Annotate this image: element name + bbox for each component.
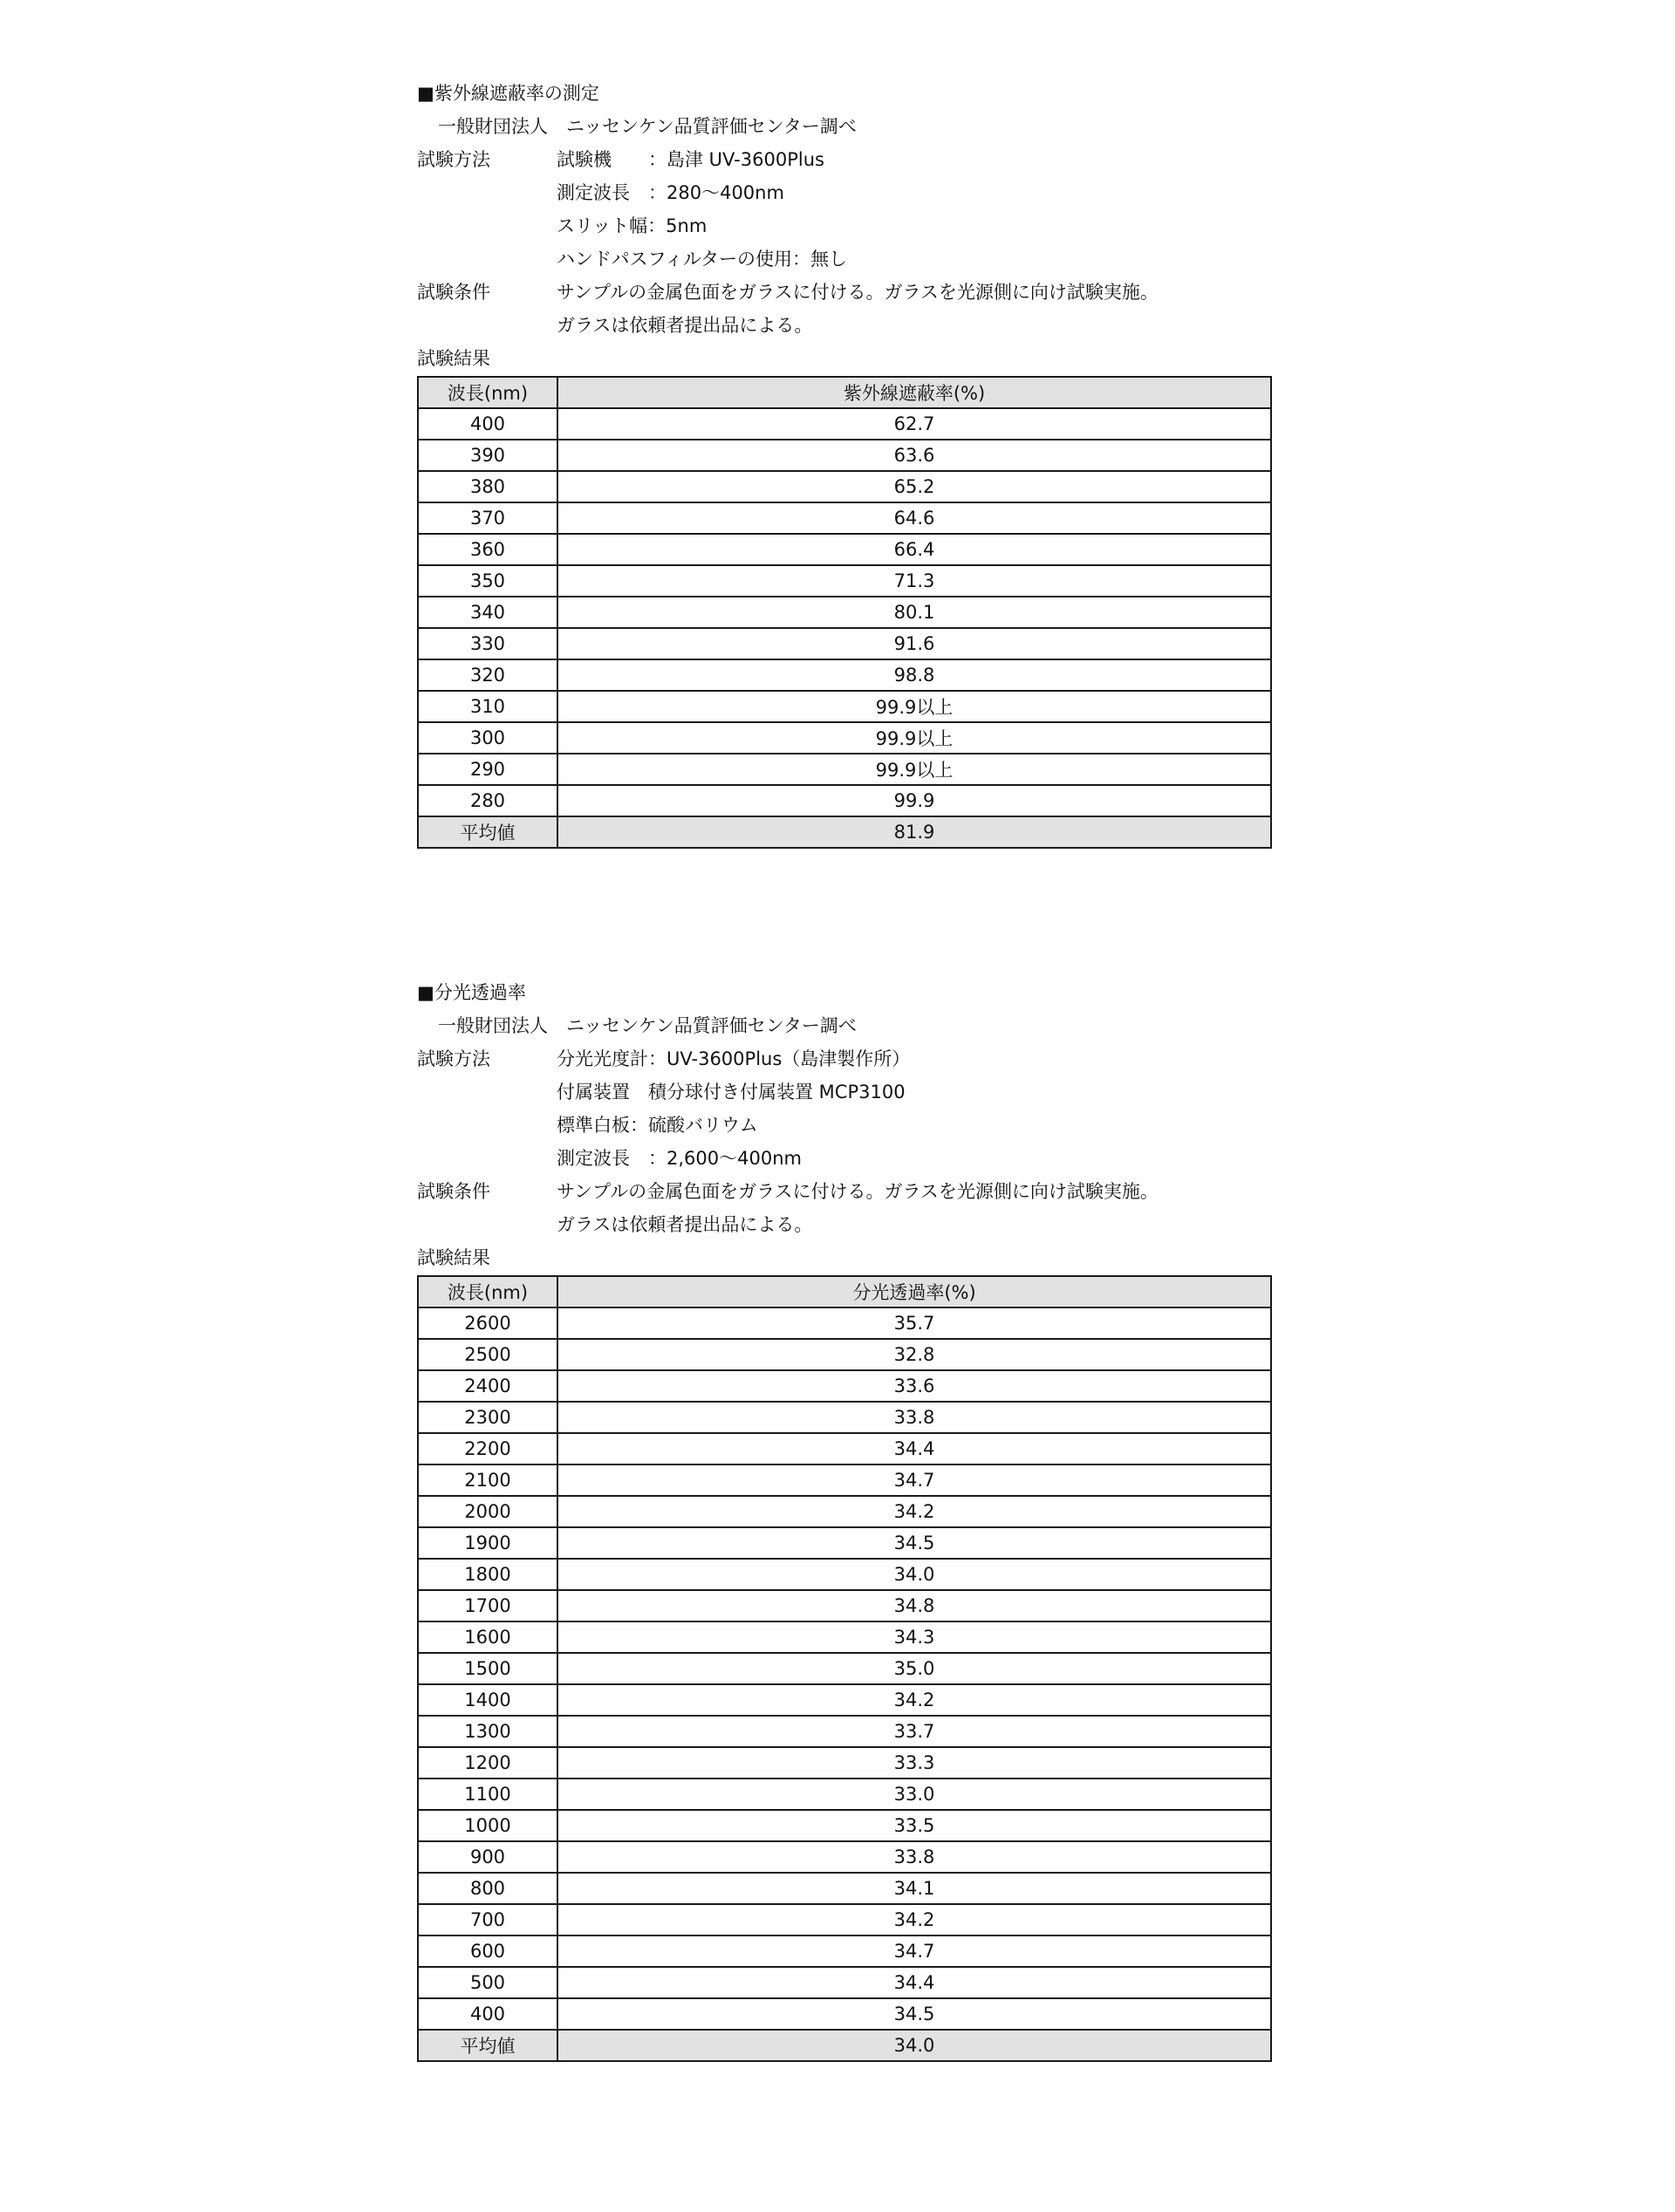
method-line: 分光光度計：UV-3600Plus（島津製作所） — [557, 1048, 911, 1069]
wavelength-cell: 1600 — [418, 1621, 557, 1653]
method-row — [417, 1075, 1272, 1109]
value-cell: 35.7 — [557, 1307, 1271, 1339]
table-row — [418, 691, 1271, 722]
wavelength-cell: 1000 — [418, 1810, 557, 1841]
wavelength-cell: 800 — [418, 1873, 557, 1904]
wavelength-cell: 400 — [418, 408, 557, 440]
table-row — [418, 722, 1271, 754]
condition-row — [417, 1208, 1272, 1241]
table-row — [418, 1527, 1271, 1559]
table-row — [418, 1747, 1271, 1778]
table-row — [418, 1307, 1271, 1339]
table-row — [418, 534, 1271, 565]
table-row — [418, 1559, 1271, 1590]
condition-line: サンプルの金属色面をガラスに付ける。ガラスを光源側に向け試験実施。 — [557, 282, 1159, 303]
table-body — [418, 408, 1271, 816]
value-cell: 34.3 — [557, 1621, 1271, 1653]
method-line: 付属装置 積分球付き付属装置 MCP3100 — [557, 1082, 906, 1103]
value-cell: 33.5 — [557, 1810, 1271, 1841]
condition-line: ガラスは依頼者提出品による。 — [557, 1214, 813, 1235]
value-cell: 99.9 — [557, 785, 1271, 816]
wavelength-cell: 350 — [418, 565, 557, 597]
value-cell: 34.0 — [557, 1559, 1271, 1590]
table-row — [418, 1464, 1271, 1496]
table-row — [418, 471, 1271, 502]
condition-row — [417, 309, 1272, 342]
method-row — [417, 209, 1272, 242]
value-cell: 91.6 — [557, 628, 1271, 659]
table-row — [418, 1496, 1271, 1527]
result-label: 試験結果 — [417, 1247, 490, 1268]
header-wavelength: 波長(nm) — [418, 377, 557, 408]
method-row — [417, 176, 1272, 209]
table-row — [418, 659, 1271, 691]
table-row — [418, 408, 1271, 440]
method-row — [417, 143, 1272, 176]
table-row — [418, 1904, 1271, 1936]
value-cell: 34.2 — [557, 1684, 1271, 1716]
table-row — [418, 440, 1271, 471]
table-row — [418, 565, 1271, 597]
wavelength-cell: 2400 — [418, 1370, 557, 1402]
value-cell: 62.7 — [557, 408, 1271, 440]
value-cell: 34.7 — [557, 1936, 1271, 1967]
value-cell: 33.7 — [557, 1716, 1271, 1747]
condition-label: 試験条件 — [417, 282, 490, 303]
average-row — [418, 2030, 1271, 2061]
wavelength-cell: 1700 — [418, 1590, 557, 1621]
value-cell: 34.7 — [557, 1464, 1271, 1496]
value-cell: 99.9以上 — [557, 691, 1271, 722]
value-cell: 34.5 — [557, 1527, 1271, 1559]
wavelength-cell: 500 — [418, 1967, 557, 1998]
value-cell: 98.8 — [557, 659, 1271, 691]
test-organization: 一般財団法人 ニッセンケン品質評価センター調べ — [438, 1015, 857, 1036]
wavelength-cell: 900 — [418, 1841, 557, 1873]
table-row — [418, 1841, 1271, 1873]
section-title: ■分光透過率 — [417, 982, 526, 1003]
value-cell: 33.0 — [557, 1778, 1271, 1810]
wavelength-cell: 1300 — [418, 1716, 557, 1747]
average-value: 81.9 — [557, 816, 1271, 848]
value-cell: 63.6 — [557, 440, 1271, 471]
wavelength-cell: 2600 — [418, 1307, 557, 1339]
table-row — [418, 1402, 1271, 1433]
header-transmittance: 分光透過率(%) — [557, 1276, 1271, 1307]
table-row — [418, 1433, 1271, 1464]
value-cell: 34.2 — [557, 1496, 1271, 1527]
wavelength-cell: 700 — [418, 1904, 557, 1936]
test-organization: 一般財団法人 ニッセンケン品質評価センター調べ — [438, 116, 857, 137]
table-row — [418, 1873, 1271, 1904]
wavelength-cell: 2300 — [418, 1402, 557, 1433]
value-cell: 64.6 — [557, 502, 1271, 534]
condition-label: 試験条件 — [417, 1181, 490, 1202]
wavelength-cell: 300 — [418, 722, 557, 754]
table-row — [418, 1778, 1271, 1810]
value-cell: 35.0 — [557, 1653, 1271, 1684]
value-cell: 34.4 — [557, 1433, 1271, 1464]
table-body — [418, 1307, 1271, 2030]
value-cell: 34.5 — [557, 1998, 1271, 2030]
wavelength-cell: 1800 — [418, 1559, 557, 1590]
condition-row — [417, 276, 1272, 309]
condition-line: サンプルの金属色面をガラスに付ける。ガラスを光源側に向け試験実施。 — [557, 1181, 1159, 1202]
wavelength-cell: 340 — [418, 597, 557, 628]
wavelength-cell: 370 — [418, 502, 557, 534]
table-row — [418, 628, 1271, 659]
method-row — [417, 1142, 1272, 1175]
method-line: 試験機 ：島津 UV-3600Plus — [557, 149, 824, 170]
method-row — [417, 1042, 1272, 1075]
method-row — [417, 1109, 1272, 1142]
wavelength-cell: 280 — [418, 785, 557, 816]
average-value: 34.0 — [557, 2030, 1271, 2061]
uv-shielding-section — [417, 77, 1272, 849]
spectral-transmittance-section — [417, 976, 1272, 2062]
wavelength-cell: 360 — [418, 534, 557, 565]
table-row — [418, 754, 1271, 785]
average-label: 平均値 — [418, 816, 557, 848]
wavelength-cell: 1100 — [418, 1778, 557, 1810]
section-title: ■紫外線遮蔽率の測定 — [417, 83, 599, 104]
method-line: 標準白板：硫酸バリウム — [557, 1115, 758, 1136]
method-label: 試験方法 — [417, 149, 490, 170]
header-uv-shielding-rate: 紫外線遮蔽率(%) — [557, 377, 1271, 408]
method-label: 試験方法 — [417, 1048, 490, 1069]
condition-line: ガラスは依頼者提出品による。 — [557, 315, 813, 336]
spectral-transmittance-table — [417, 1275, 1272, 2062]
wavelength-cell: 2500 — [418, 1339, 557, 1370]
wavelength-cell: 1200 — [418, 1747, 557, 1778]
wavelength-cell: 1500 — [418, 1653, 557, 1684]
table-header-row — [418, 377, 1271, 408]
value-cell: 34.1 — [557, 1873, 1271, 1904]
value-cell: 32.8 — [557, 1339, 1271, 1370]
value-cell: 66.4 — [557, 534, 1271, 565]
value-cell: 34.2 — [557, 1904, 1271, 1936]
wavelength-cell: 320 — [418, 659, 557, 691]
method-line: スリット幅：5nm — [557, 215, 708, 236]
table-row — [418, 1621, 1271, 1653]
table-row — [418, 1653, 1271, 1684]
value-cell: 71.3 — [557, 565, 1271, 597]
wavelength-cell: 310 — [418, 691, 557, 722]
value-cell: 99.9以上 — [557, 754, 1271, 785]
header-wavelength: 波長(nm) — [418, 1276, 557, 1307]
value-cell: 80.1 — [557, 597, 1271, 628]
table-row — [418, 1590, 1271, 1621]
wavelength-cell: 390 — [418, 440, 557, 471]
value-cell: 65.2 — [557, 471, 1271, 502]
condition-row — [417, 1175, 1272, 1208]
wavelength-cell: 1400 — [418, 1684, 557, 1716]
table-row — [418, 597, 1271, 628]
table-row — [418, 1810, 1271, 1841]
table-row — [418, 1370, 1271, 1402]
value-cell: 33.8 — [557, 1841, 1271, 1873]
value-cell: 33.6 — [557, 1370, 1271, 1402]
wavelength-cell: 2000 — [418, 1496, 557, 1527]
wavelength-cell: 600 — [418, 1936, 557, 1967]
method-line: 測定波長 ：280～400nm — [557, 182, 784, 203]
table-row — [418, 1998, 1271, 2030]
wavelength-cell: 400 — [418, 1998, 557, 2030]
result-label: 試験結果 — [417, 348, 490, 369]
value-cell: 33.8 — [557, 1402, 1271, 1433]
method-row — [417, 242, 1272, 276]
uv-shielding-table — [417, 376, 1272, 849]
table-row — [418, 502, 1271, 534]
wavelength-cell: 290 — [418, 754, 557, 785]
wavelength-cell: 330 — [418, 628, 557, 659]
average-label: 平均値 — [418, 2030, 557, 2061]
table-row — [418, 1339, 1271, 1370]
table-row — [418, 1936, 1271, 1967]
value-cell: 33.3 — [557, 1747, 1271, 1778]
table-row — [418, 1684, 1271, 1716]
value-cell: 34.4 — [557, 1967, 1271, 1998]
wavelength-cell: 2100 — [418, 1464, 557, 1496]
value-cell: 99.9以上 — [557, 722, 1271, 754]
table-row — [418, 785, 1271, 816]
table-header-row — [418, 1276, 1271, 1307]
value-cell: 34.8 — [557, 1590, 1271, 1621]
wavelength-cell: 2200 — [418, 1433, 557, 1464]
method-line: 測定波長 ：2,600～400nm — [557, 1148, 802, 1169]
table-row — [418, 1967, 1271, 1998]
average-row — [418, 816, 1271, 848]
method-line: ハンドパスフィルターの使用：無し — [557, 249, 848, 270]
wavelength-cell: 1900 — [418, 1527, 557, 1559]
wavelength-cell: 380 — [418, 471, 557, 502]
table-row — [418, 1716, 1271, 1747]
